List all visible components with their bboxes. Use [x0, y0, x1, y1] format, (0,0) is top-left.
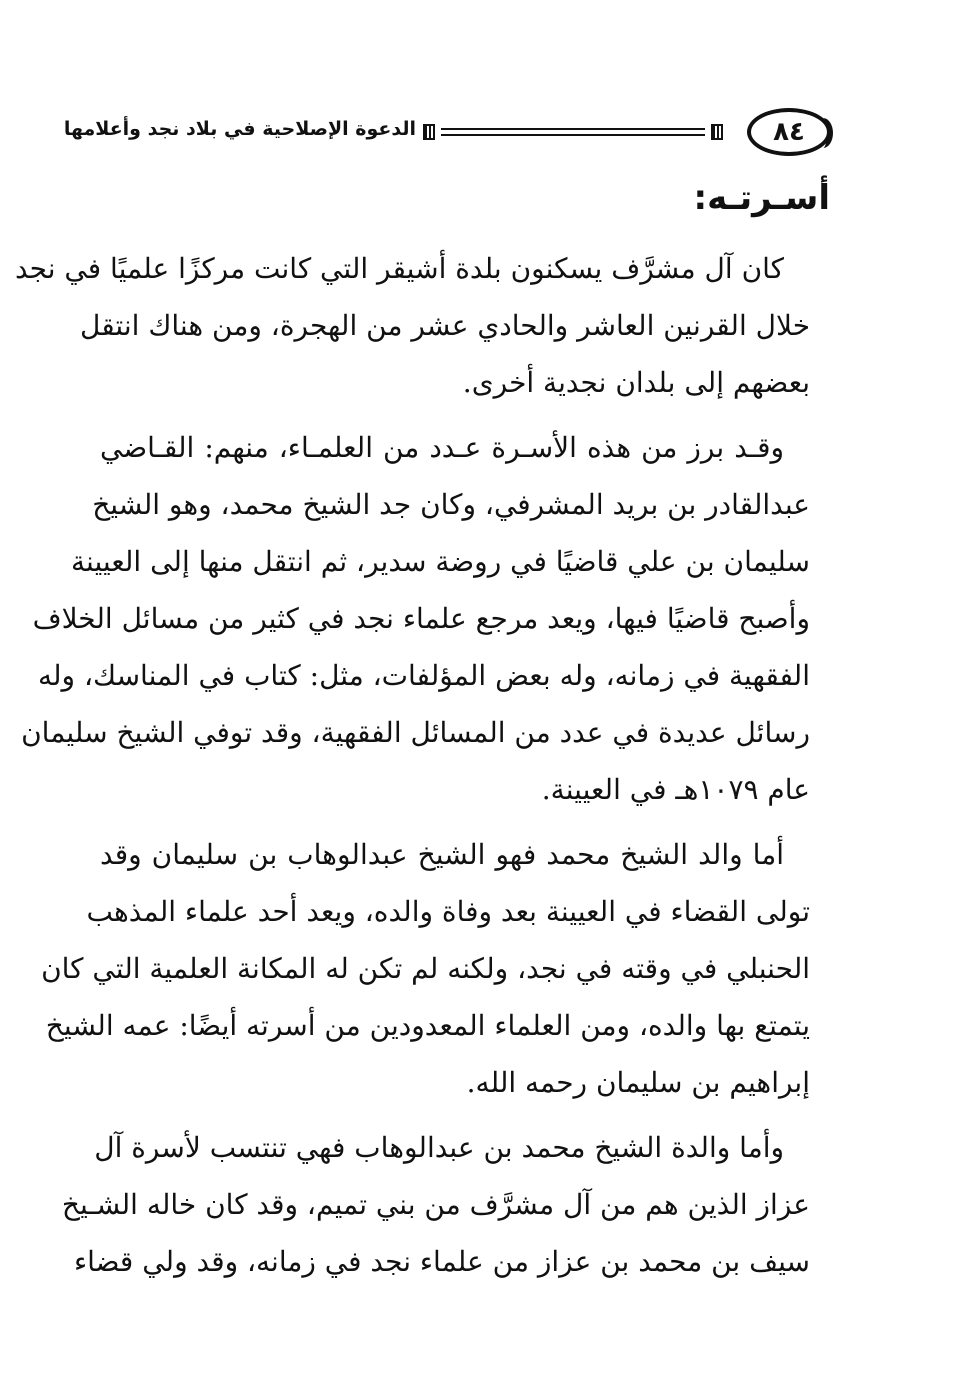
text-line: سيف بن محمد بن عزاز من علماء نجد في زمانه، وقد ولي قضاء: [73, 1245, 810, 1278]
section-heading: أسـرتـه:: [693, 178, 830, 218]
text-line: إبراهيم بن سليمان رحمه الله.: [466, 1066, 810, 1099]
running-header: [63, 104, 831, 160]
paragraph-2: [21, 419, 810, 818]
page-number: ٨٤: [773, 117, 805, 147]
header-ornament-rule: [423, 124, 723, 140]
text-line: بعضهم إلى بلدان نجدية أخرى.: [462, 366, 810, 399]
text-line: خلال القرنين العاشر والحادي عشر من الهجرة، ومن هناك انتقل: [80, 309, 810, 342]
page-number-badge: [747, 108, 831, 156]
ornament-line-bottom: [441, 134, 705, 136]
text-line: أما والد الشيخ محمد فهو الشيخ عبدالوهاب بن سليمان وقد: [100, 838, 784, 871]
paragraph-4: [61, 1119, 810, 1290]
ornament-cap-right: [711, 124, 723, 140]
text-line: سليمان بن علي قاضيًا في روضة سدير، ثم انتقل منها إلى العيينة: [71, 545, 810, 578]
paragraph-3: [41, 826, 810, 1111]
body-text: [14, 240, 810, 1298]
text-line: كان آل مشرَّف يسكنون بلدة أشيقر التي كانت مركزًا علميًا في نجد: [14, 252, 784, 285]
text-line: عزاز الذين هم من آل مشرَّف من بني تميم، وقد كان خاله الشـيخ: [61, 1188, 810, 1221]
text-line: الحنبلي في وقته في نجد، ولكنه لم تكن له المكانة العلمية التي كان: [41, 952, 810, 985]
text-line: الفقهية في زمانه، وله بعض المؤلفات، مثل: كتاب في المناسك، وله: [38, 659, 810, 692]
text-line: رسائل عديدة في عدد من المسائل الفقهية، وقد توفي الشيخ سليمان: [21, 716, 810, 749]
text-line: يتمتع بها والده، ومن العلماء المعدودين من أسرته أيضًا: عمه الشيخ: [45, 1009, 810, 1042]
text-line: وقـد برز من هذه الأسـرة عـدد من العلمـاء، منهم: القـاضي: [100, 431, 784, 464]
text-line: عبدالقادر بن بريد المشرفي، وكان جد الشيخ محمد، وهو الشيخ: [92, 488, 810, 521]
running-title: الدعوة الإصلاحية في بلاد نجد وأعلامها: [63, 118, 416, 140]
text-line: تولى القضاء في العيينة بعد وفاة والده، ويعد أحد علماء المذهب: [86, 895, 810, 928]
ornament-line-top: [441, 128, 705, 130]
text-line: وأما والدة الشيخ محمد بن عبدالوهاب فهي تنتسب لأسرة آل: [94, 1131, 784, 1164]
paragraph-1: [14, 240, 810, 411]
text-line: وأصبح قاضيًا فيها، ويعد مرجع علماء نجد في كثير من مسائل الخلاف: [32, 602, 810, 635]
ornament-cap-left: [423, 124, 435, 140]
text-line: عام ١٠٧٩هـ في العيينة.: [541, 773, 810, 806]
